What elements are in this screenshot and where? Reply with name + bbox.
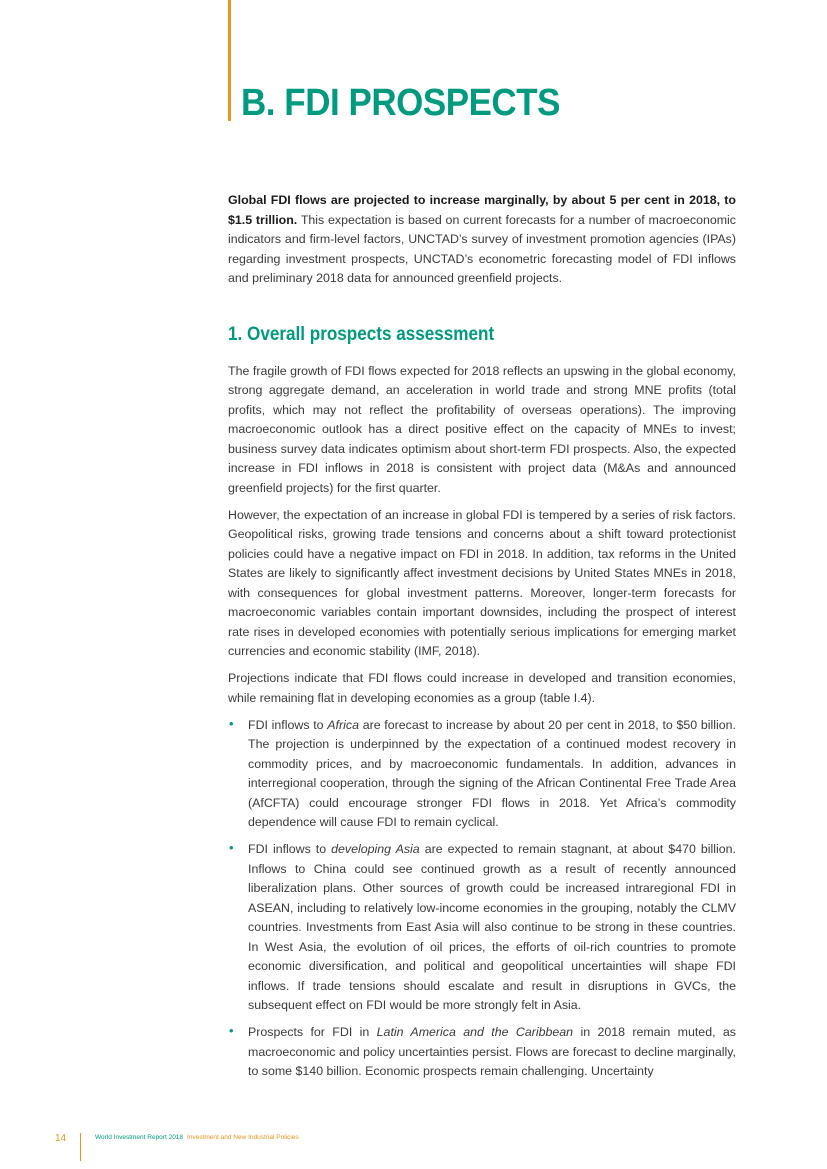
bullet-dot-icon: • <box>229 715 234 731</box>
bullet-item-africa <box>228 716 736 833</box>
bullet-dot-icon: • <box>229 840 234 855</box>
intro-bold-text: Global FDI flows are projected to increase marginally, by about 5 per cent in 2018, to $1.5 trillion. <box>228 193 736 227</box>
main-content <box>228 191 736 1089</box>
footer-running-title <box>95 1134 299 1141</box>
footer-report-subtitle: Investment and New Industrial Policies <box>187 1134 299 1141</box>
body-paragraph-1: The fragile growth of FDI flows expected for 2018 reflects an upswing in the global economy, strong aggregate demand, an acceleration in world trade and strong MNE profits (total profits, which may not reflect the profitability of overseas operations). The improving macroeconomic outlook has a direct positive effect on the capacity of MNEs to invest; business survey data indicates optimism about short-term FDI prospects. Also, the expected increase in FDI inflows in 2018 is consistent with project data (M&As and announced greenfield projects) for the first quarter. <box>228 363 736 495</box>
page-number: 14 <box>55 1133 67 1144</box>
bullet-item-developing-asia <box>228 840 736 1016</box>
region-name: Latin America and the Caribbean <box>376 1025 574 1039</box>
footer-report-name: World Investment Report 2018 <box>95 1134 184 1141</box>
bullet-list <box>228 716 736 1082</box>
bullet-item-latin-america <box>228 1023 736 1082</box>
bullet-text: Prospects for FDI in Latin America and the Caribbean in 2018 remain muted, as macroeconomic and policy uncertainties persist. Flows are forecast to decline marginally, to some $140 billion. Economic prospects remain challenging. Uncertainty <box>248 1025 736 1078</box>
body-paragraph-3: Projections indicate that FDI flows could increase in developed and transition economies, while remaining flat in developing economies as a group (table I.4). <box>228 671 736 705</box>
region-name: developing Asia <box>331 842 420 856</box>
body-paragraph-2: However, the expectation of an increase in global FDI is tempered by a series of risk factors. Geopolitical risks, growing trade tensions and concerns about a shift toward protectionist policies could have a negative impact on FDI in 2018. In addition, tax reforms in the United States are likely to significantly affect investment decisions by United States MNEs in 2018, with consequences for global investment patterns. Moreover, longer-term forecasts for macroeconomic variables contain important downsides, including the prospect of interest rate rises in developed economies with potentially serious implications for emerging market currencies and economic stability (IMF, 2018). <box>228 507 736 658</box>
header-accent-bar <box>228 0 231 121</box>
intro-text: This expectation is based on current forecasts for a number of macroeconomic indicators and firm-level factors, UNCTAD’s survey of investment promotion agencies (IPAs) regarding investment prospects, UNCTAD’s econometric forecasting model of FDI inflows and preliminary 2018 data for announced greenfield projects. <box>228 212 737 285</box>
subsection-title: 1. Overall prospects assessment <box>228 323 495 345</box>
intro-paragraph <box>228 191 736 289</box>
region-name: Africa <box>327 717 359 732</box>
bullet-text: FDI inflows to developing Asia are expected to remain stagnant, at about $470 billion. Inflows to China could see continued growth as a result of recently announced liberalization plans. Other sources of growth could be increased intraregional FDI in ASEAN, including to relatively low-income economies in the grouping, notably the CLMV countries. Investments from East Asia will also continue to be strong in these countries. In West Asia, the evolution of oil prices, the efforts of oil-rich countries to promote economic diversification, and political and geopolitical uncertainties will shape FDI inflows. If trade tensions should escalate and result in disruptions in GVCs, the subsequent effect on FDI would be more strongly felt in Asia. <box>248 842 736 1012</box>
section-title: B. FDI PROSPECTS <box>241 82 560 124</box>
bullet-dot-icon: • <box>229 1023 234 1038</box>
footer-divider <box>80 1133 81 1161</box>
bullet-text: FDI inflows to Africa are forecast to increase by about 20 per cent in 2018, to $50 billion. The projection is underpinned by the expectation of a continued modest recovery in commodity prices, and by macroeconomic fundamentals. In addition, advances in interregional cooperation, through the signing of the African Continental Free Trade Area (AfCFTA) could encourage stronger FDI flows in 2018. Yet Africa’s commodity dependence will cause FDI to remain cyclical. <box>248 717 736 829</box>
